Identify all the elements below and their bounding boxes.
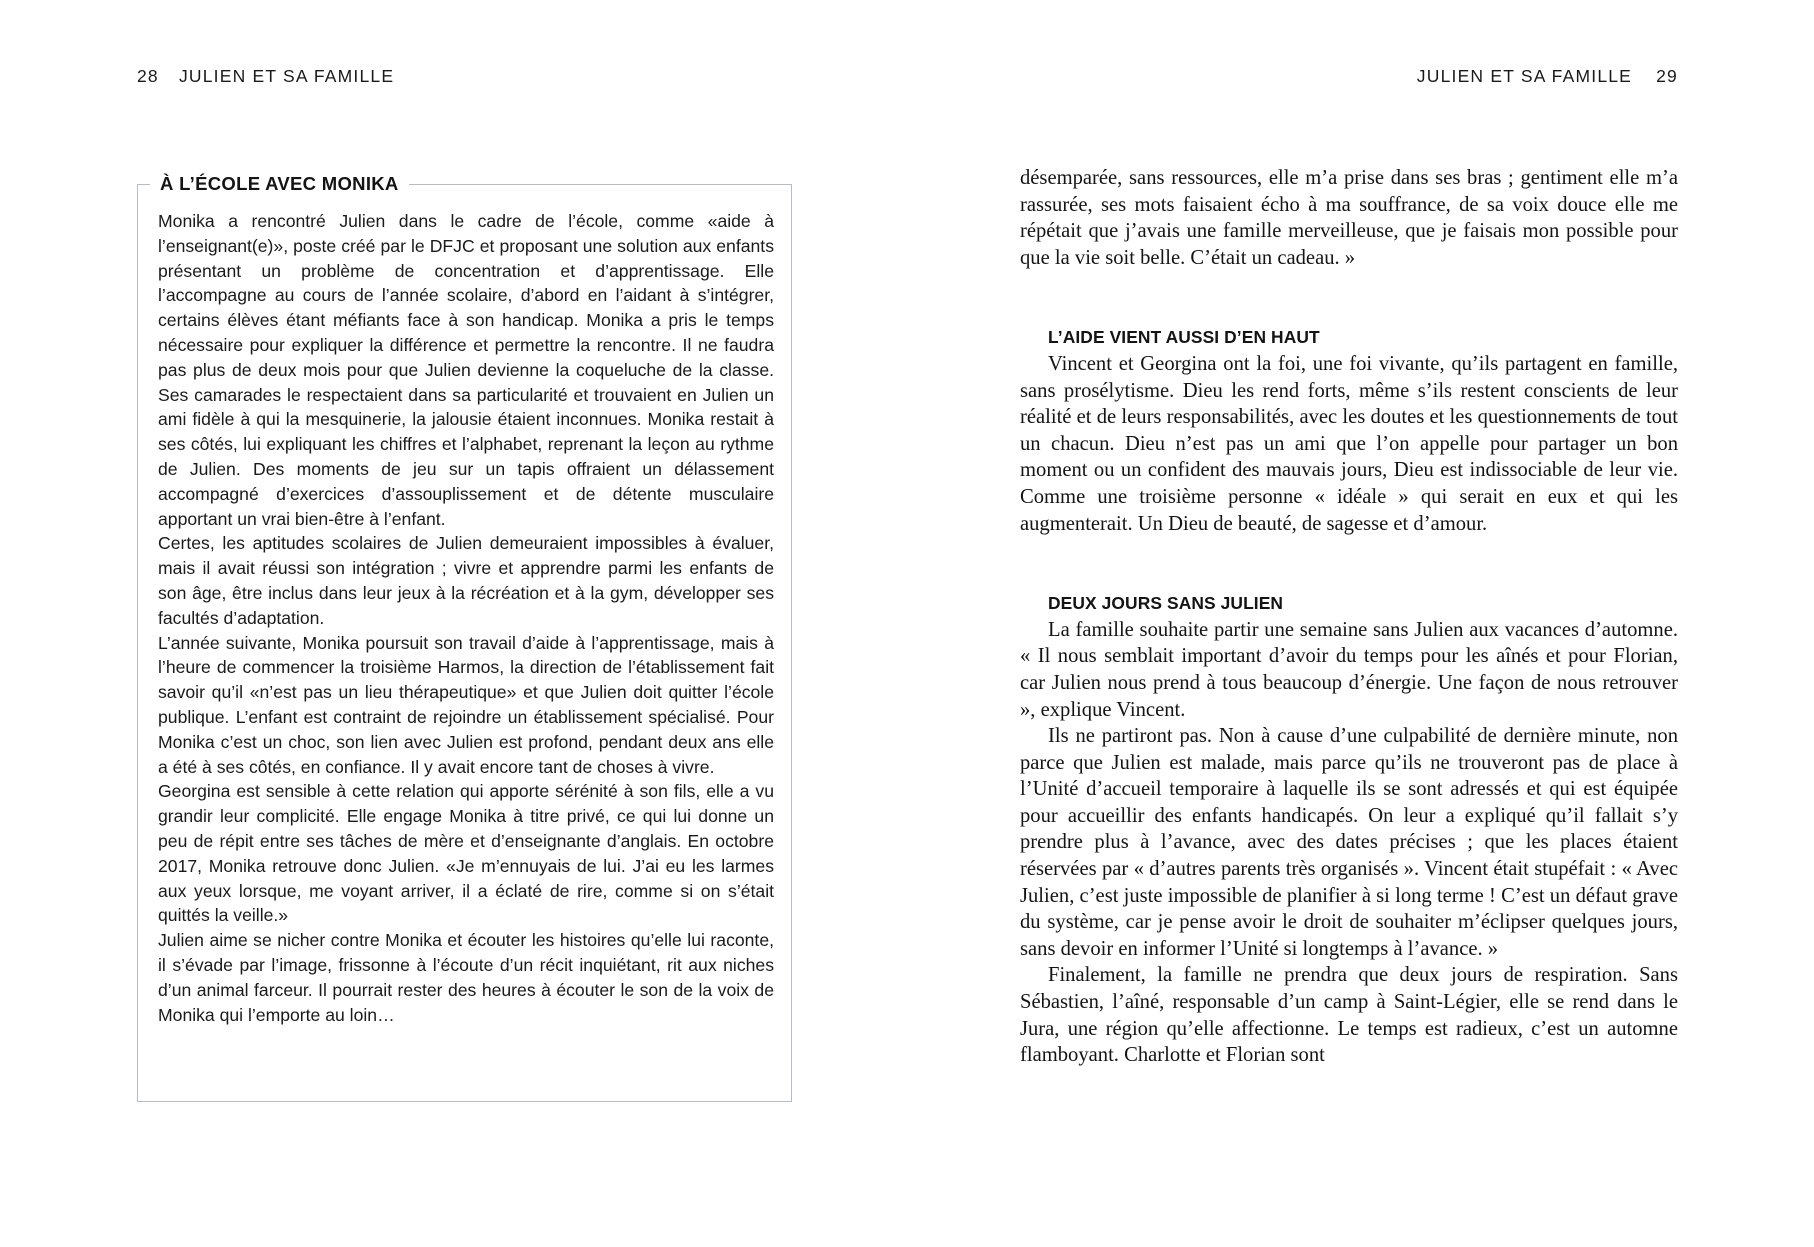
opening-paragraph: désemparée, sans ressources, elle m’a prise dans ses bras ; gentiment elle m’a rassurée, ses mots faisaient écho à ma souffrance, de sa voix douce elle me répétait que j’avais une famille merveilleuse, que je faisais mon possible pour que la vie soit belle. C’était un cadeau. »	[1020, 167, 1678, 269]
right-running-head	[1417, 66, 1678, 87]
section-spacer	[1020, 537, 1678, 590]
section-spacer	[1020, 271, 1678, 324]
body-paragraph: Vincent et Georgina ont la foi, une foi vivante, qu’ils partagent en famille, sans prosélytisme. Dieu les rend forts, même s’ils restent conscients de leur réalité et de leurs responsabilités, avec les doutes et les questionnements de tout un chacun. Dieu n’est pas un ami que l’on appelle pour partager un bon moment ou un confident des mauvais jours, Dieu est indissociable de leur vie. Comme une troisième personne « idéale » qui serait en eux et qui les augmenterait. Un Dieu de beauté, de sagesse et d’amour.	[1020, 352, 1678, 535]
right-page-body	[1020, 165, 1678, 1069]
body-paragraph: Ils ne partiront pas. Non à cause d’une culpabilité de dernière minute, non parce que Julien est malade, mais parce qu’ils ne trouveront pas de place à l’Unité d’accueil temporaire à laquelle ils se sont adressés et qui est équipée pour accueillir des enfants handicapés. On leur a expliqué qu’il fallait s’y prendre plus à l’avance, avec des dates précises ; que les places étaient réservées par « d’autres parents très organisés ». Vincent était stupéfait : « Avec Julien, c’est juste impossible de planifier à si long terme ! C’est un défaut grave du système, car je pense avoir le droit de souhaiter m’éclipser quelques jours, sans devoir en informer l’Unité si longtemps à l’avance. »	[1020, 725, 1678, 960]
left-running-head	[137, 66, 394, 87]
section-heading-aide-vient-aussi: L’AIDE VIENT AUSSI D’EN HAUT	[1048, 327, 1320, 348]
sidebar-paragraph: Julien aime se nicher contre Monika et écouter les histoires qu’elle lui raconte, il s’évade par l’image, frissonne à l’écoute d’un récit inquiétant, rit aux niches d’un animal farceur. Il pourrait rester des heures à écouter le son de la voix de Monika qui l’emporte au loin…	[158, 930, 774, 1025]
sidebar-paragraph: Certes, les aptitudes scolaires de Julien demeuraient impossibles à évaluer, mais il avait réussi son intégration ; vivre et apprendre parmi les enfants de son âge, être inclus dans leur jeux à la récréation et à la gym, développer ses facultés d’adaptation.	[158, 533, 774, 628]
right-running-title: JULIEN ET SA FAMILLE	[1416, 66, 1633, 86]
section-heading-deux-jours-sans-julien: DEUX JOURS SANS JULIEN	[1048, 593, 1284, 614]
sidebar-paragraph: Monika a rencontré Julien dans le cadre de l’école, comme «aide à l’enseignant(e)», poste créé par le DFJC et proposant une solution aux enfants présentant un problème de concentration et d’apprentissage. Elle l’accompagne au cours de l’année scolaire, d’abord en l’aidant à s’intégrer, certains élèves étant méfiants face à son handicap. Monika a pris le temps nécessaire pour expliquer la différence et permettre la rencontre. Il ne faudra pas plus de deux mois pour que Julien devienne la coqueluche de la classe. Ses camarades le respectaient dans sa particularité et trouvaient en Julien un ami fidèle à qui la mesquinerie, la jalousie étaient inconnues. Monika restait à ses côtés, lui expliquant les chiffres et l’alphabet, reprenant la leçon au rythme de Julien. Des moments de jeu sur un tapis offraient un délassement accompagné d’exercices d’assouplissement et de détente musculaire apportant un vrai bien-être à l’enfant.	[158, 211, 774, 529]
sidebar-body	[158, 209, 774, 1027]
body-paragraph: Finalement, la famille ne prendra que deux jours de respiration. Sans Sébastien, l’aîné, responsable d’un camp à Saint-Légier, elle se rend dans le Jura, une région qu’elle affectionne. Le temps est radieux, c’est un automne flamboyant. Charlotte et Florian sont	[1020, 964, 1678, 1067]
sidebar-box-ecole-avec-monika	[137, 173, 792, 1102]
left-page-number: 28	[137, 66, 159, 86]
right-page-number: 29	[1656, 66, 1678, 86]
sidebar-heading: À L’ÉCOLE AVEC MONIKA	[150, 171, 409, 197]
sidebar-paragraph: L’année suivante, Monika poursuit son travail d’aide à l’apprentissage, mais à l’heure de commencer la troisième Harmos, la direction de l’établissement fait savoir qu’il «n’est pas un lieu thérapeutique» et que Julien doit quitter l’école publique. L’enfant est contraint de rejoindre un établissement spécialisé. Pour Monika c’est un choc, son lien avec Julien est profond, pendant deux ans elle a été à ses côtés, en confiance. Il y avait encore tant de choses à vivre.	[158, 632, 774, 777]
left-running-title: JULIEN ET SA FAMILLE	[178, 66, 395, 86]
sidebar-paragraph: Georgina est sensible à cette relation qui apporte sérénité à son fils, elle a vu grandir leur complicité. Elle engage Monika à titre privé, ce qui lui donne un peu de répit entre ses tâches de mère et d’enseignante d’anglais. En octobre 2017, Monika retrouve donc Julien. «Je m’ennuyais de lui. J’ai eu les larmes aux yeux lorsque, me voyant arriver, il a éclaté de rire, comme si on s’était quittés la veille.»	[158, 781, 774, 926]
body-paragraph: La famille souhaite partir une semaine sans Julien aux vacances d’automne. « Il nous semblait important d’avoir du temps pour les aînés et pour Florian, car Julien nous prend à tous beaucoup d’énergie. Une façon de nous retrouver », explique Vincent.	[1020, 618, 1678, 721]
